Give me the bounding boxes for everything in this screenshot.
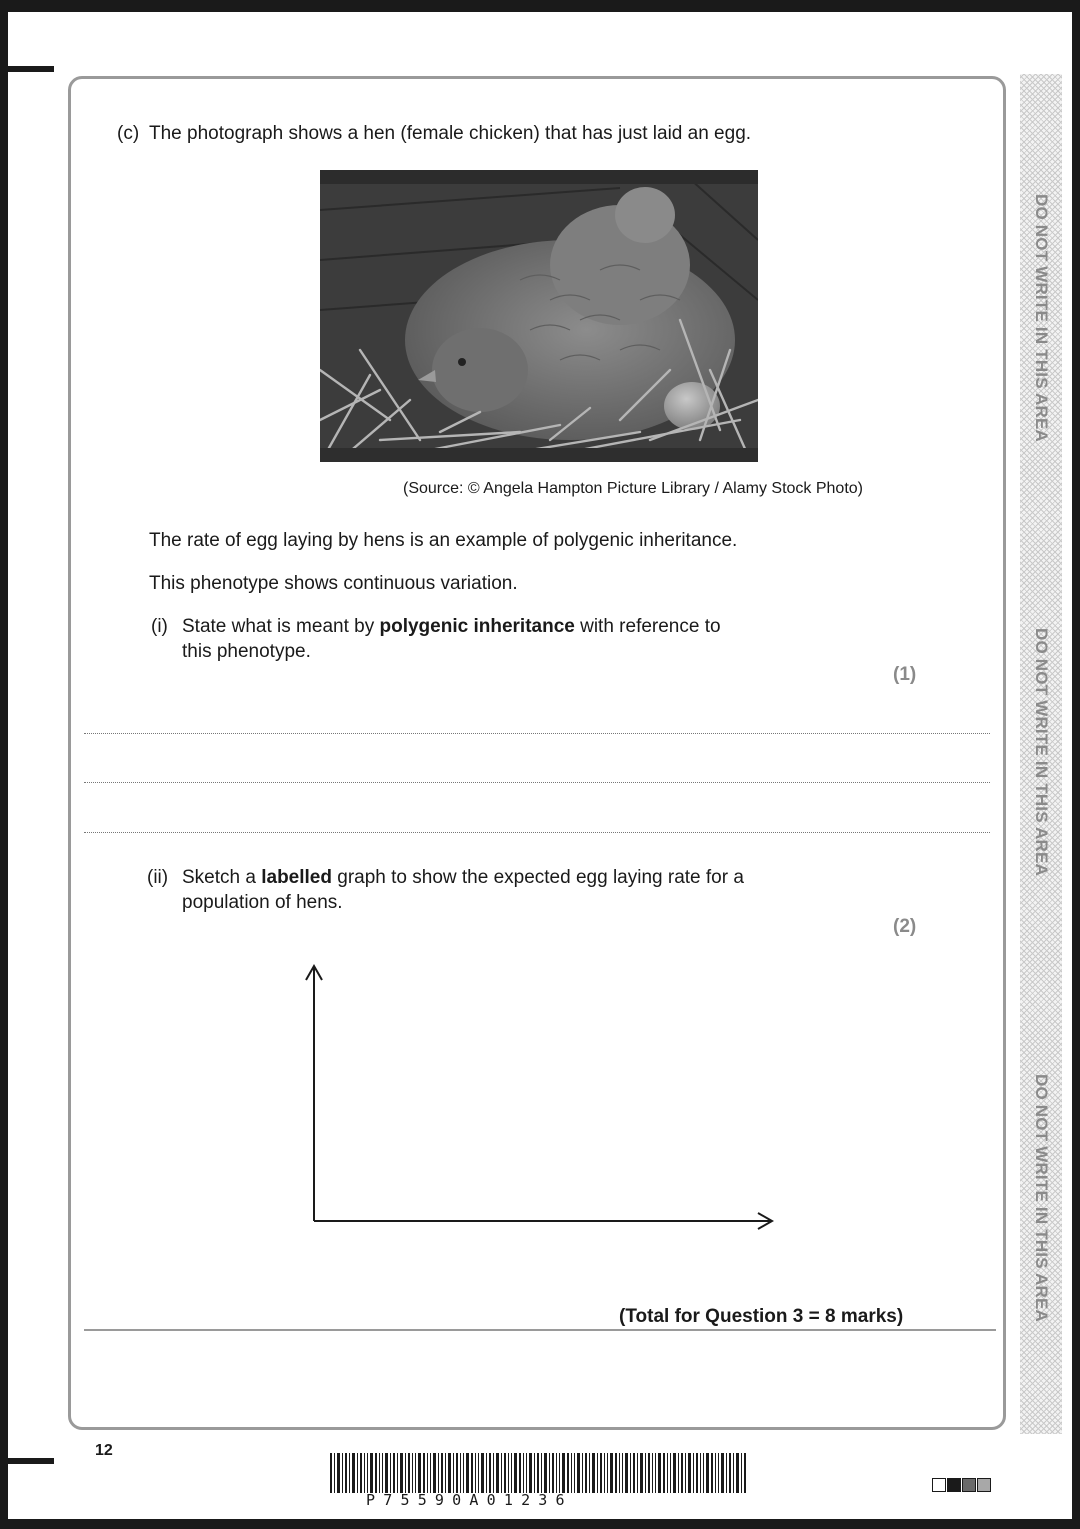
part-ii-question-line1: Sketch a labelled graph to show the expected egg laying rate for a bbox=[182, 867, 744, 888]
page-number: 12 bbox=[95, 1442, 113, 1459]
total-divider bbox=[84, 1329, 996, 1331]
page-frame-top bbox=[0, 0, 1080, 12]
marker-box-2 bbox=[947, 1478, 961, 1492]
marker-box-1 bbox=[932, 1478, 946, 1492]
photo-source-credit: (Source: © Angela Hampton Picture Library / Alamy Stock Photo) bbox=[403, 480, 863, 497]
page-frame-right bbox=[1072, 0, 1080, 1529]
marker-box-3 bbox=[962, 1478, 976, 1492]
marker-box-4 bbox=[977, 1478, 991, 1492]
part-i-label: (i) bbox=[151, 616, 168, 637]
sketch-graph-area[interactable] bbox=[300, 960, 780, 1230]
barcode bbox=[330, 1453, 748, 1493]
margin-mark-bottom bbox=[8, 1458, 54, 1464]
page-frame-left bbox=[0, 0, 8, 1529]
part-ii-label: (ii) bbox=[147, 867, 169, 888]
part-i-question-line1: State what is meant by polygenic inheritance with reference to bbox=[182, 616, 721, 637]
answer-line-1[interactable] bbox=[84, 733, 990, 734]
page-frame-bottom bbox=[0, 1519, 1080, 1529]
statement-continuous-variation: This phenotype shows continuous variation. bbox=[149, 573, 518, 594]
answer-line-3[interactable] bbox=[84, 832, 990, 833]
question-c-text: The photograph shows a hen (female chicken) that has just laid an egg. bbox=[149, 123, 752, 144]
question-c-label: (c) bbox=[117, 123, 140, 144]
answer-line-2[interactable] bbox=[84, 782, 990, 783]
part-i-marks: (1) bbox=[893, 664, 917, 685]
part-ii-marks: (2) bbox=[893, 916, 917, 937]
part-ii-question-line2: population of hens. bbox=[182, 892, 343, 913]
page-marker-boxes bbox=[932, 1478, 991, 1492]
question-total: (Total for Question 3 = 8 marks) bbox=[619, 1306, 904, 1327]
part-i-question-line2: this phenotype. bbox=[182, 641, 311, 662]
barcode-number: P75590A01236 bbox=[366, 1491, 573, 1509]
margin-mark-top bbox=[8, 66, 54, 72]
statement-polygenic: The rate of egg laying by hens is an example of polygenic inheritance. bbox=[149, 530, 738, 551]
hen-photograph bbox=[320, 170, 758, 462]
